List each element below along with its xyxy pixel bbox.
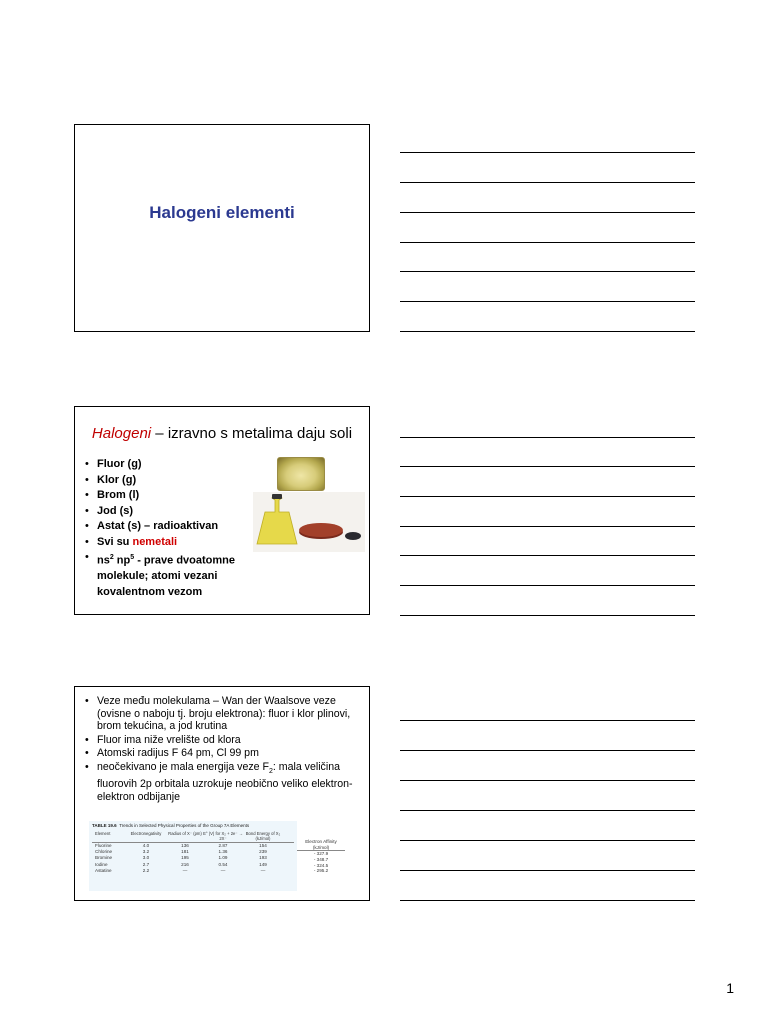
table-cell: 181: [181, 849, 189, 855]
table-cell: 2.87: [218, 843, 228, 848]
note-line: [400, 301, 695, 302]
table-cell: 1.09: [218, 855, 228, 861]
list-item: • Veze među molekulama – Wan der Waalsove veze (ovisne o naboju tj. broju elektrona): fluor i klor plinovi, brom tekućina, a jod krutina: [85, 695, 357, 733]
note-line: [400, 555, 695, 556]
np-text: np: [113, 554, 131, 567]
list-item: • Brom (l): [85, 488, 255, 504]
note-line: [400, 212, 695, 213]
table-caption: [89, 821, 297, 828]
note-line: [400, 870, 695, 871]
table-cell: 136: [181, 843, 189, 848]
table-cell: 3.2: [142, 849, 150, 855]
note-line: [400, 585, 695, 586]
subscript: 2: [268, 767, 273, 775]
note-line: [400, 182, 695, 183]
title-emphasis: Halogeni: [91, 425, 152, 442]
slide-title: [75, 425, 369, 442]
table-cell: Bromine: [95, 855, 113, 861]
table-cell: 193: [259, 855, 267, 861]
note-line: [400, 720, 695, 721]
table-cell: 3.0: [142, 855, 150, 861]
note-line: [400, 900, 695, 901]
table-row: [89, 868, 297, 874]
electron-affinity-column: [297, 839, 345, 874]
note-line: [400, 152, 695, 153]
note-line: [400, 780, 695, 781]
list-item: [85, 761, 357, 804]
ea-header: Electron Affinity (kJ/mol): [297, 839, 345, 851]
bullet4-text: neočekivano je mala energija veze F: [97, 760, 269, 773]
note-line: [400, 496, 695, 497]
table-header: [92, 828, 294, 843]
header-cell: Element: [95, 831, 111, 836]
table-cell: 149: [259, 861, 267, 867]
list-item: • Klor (g): [85, 473, 255, 489]
table-cell: 4.0: [142, 843, 150, 848]
nemetali-prefix: Svi su: [97, 535, 133, 548]
note-line: [400, 810, 695, 811]
nemetali-word: nemetali: [132, 535, 178, 548]
table-cell: Astatine: [95, 867, 112, 873]
ea-value: - 327.9: [313, 851, 329, 856]
header-cell: Bond Energy of X₂ (kJ/mol): [245, 831, 281, 841]
table-cell: Chlorine: [95, 849, 113, 855]
table-cell: Fluorine: [95, 843, 112, 848]
ea-value: - 295.2: [313, 868, 329, 874]
ns-rest: - prave dvoatomne molekule; atomi vezani kovalentnom vezom: [97, 554, 236, 598]
note-line: [400, 331, 695, 332]
list-item: [85, 535, 255, 551]
bullet-list: [85, 695, 357, 804]
page-number: 1: [726, 980, 734, 996]
superscript: 5: [130, 554, 135, 561]
note-line: [400, 271, 695, 272]
table-cell: 2.7: [142, 861, 150, 867]
note-line: [400, 242, 695, 243]
slide-1: [74, 124, 370, 332]
list-item: • Fluor ima niže vrelište od klora: [85, 734, 357, 747]
table-cell: 1.36: [218, 849, 228, 855]
header-cell: E° (V) for X₂ + 2e⁻ → 2X⁻: [203, 831, 243, 841]
note-line: [400, 437, 695, 438]
list-item: • Atomski radijus F 64 pm, Cl 99 pm: [85, 747, 357, 760]
header-cell: Electronegativity: [130, 831, 162, 836]
list-item: • Jod (s): [85, 504, 255, 520]
table-cell: —: [220, 867, 226, 873]
table-cell: —: [260, 867, 266, 873]
note-line: [400, 840, 695, 841]
ea-value: - 348.7: [313, 856, 329, 862]
table-cell: 195: [181, 855, 189, 861]
table-caption-text: Trends in Selected Physical Properties of the Group 7A Elements: [119, 823, 250, 828]
list-item: • Fluor (g): [85, 457, 255, 473]
list-item: [85, 550, 255, 600]
list-item: • Astat (s) – radioaktivan: [85, 519, 255, 535]
slide-3: [74, 686, 370, 901]
halogen-samples-photo: [253, 492, 365, 552]
note-line: [400, 526, 695, 527]
bullet4-rest: : mala veličina fluorovih 2p orbitala uzrokuje neobično veliko elektron-elektron odbijanje: [97, 760, 353, 803]
header-cell: Radius of X⁻ (pm): [168, 831, 202, 836]
slide-2: [74, 406, 370, 615]
properties-table: [89, 821, 297, 891]
superscript: 2: [109, 554, 114, 561]
ea-value: - 324.5: [313, 862, 329, 868]
bullet-list: [85, 457, 255, 600]
note-line: [400, 750, 695, 751]
title-rest: – izravno s metalima daju soli: [151, 425, 353, 442]
table-cell: 216: [181, 861, 189, 867]
flask-photo: [277, 457, 325, 491]
table-cell: 2.2: [142, 867, 150, 873]
table-label: TABLE 19.6: [92, 823, 117, 828]
table-cell: —: [182, 867, 188, 873]
table-cell: 0.54: [218, 861, 228, 867]
ns-text: ns: [97, 554, 110, 567]
table-cell: 154: [259, 843, 267, 848]
slide-title: Halogeni elementi: [149, 203, 295, 222]
note-line: [400, 615, 695, 616]
table-cell: Iodine: [95, 861, 108, 867]
note-line: [400, 466, 695, 467]
table-cell: 239: [259, 849, 267, 855]
